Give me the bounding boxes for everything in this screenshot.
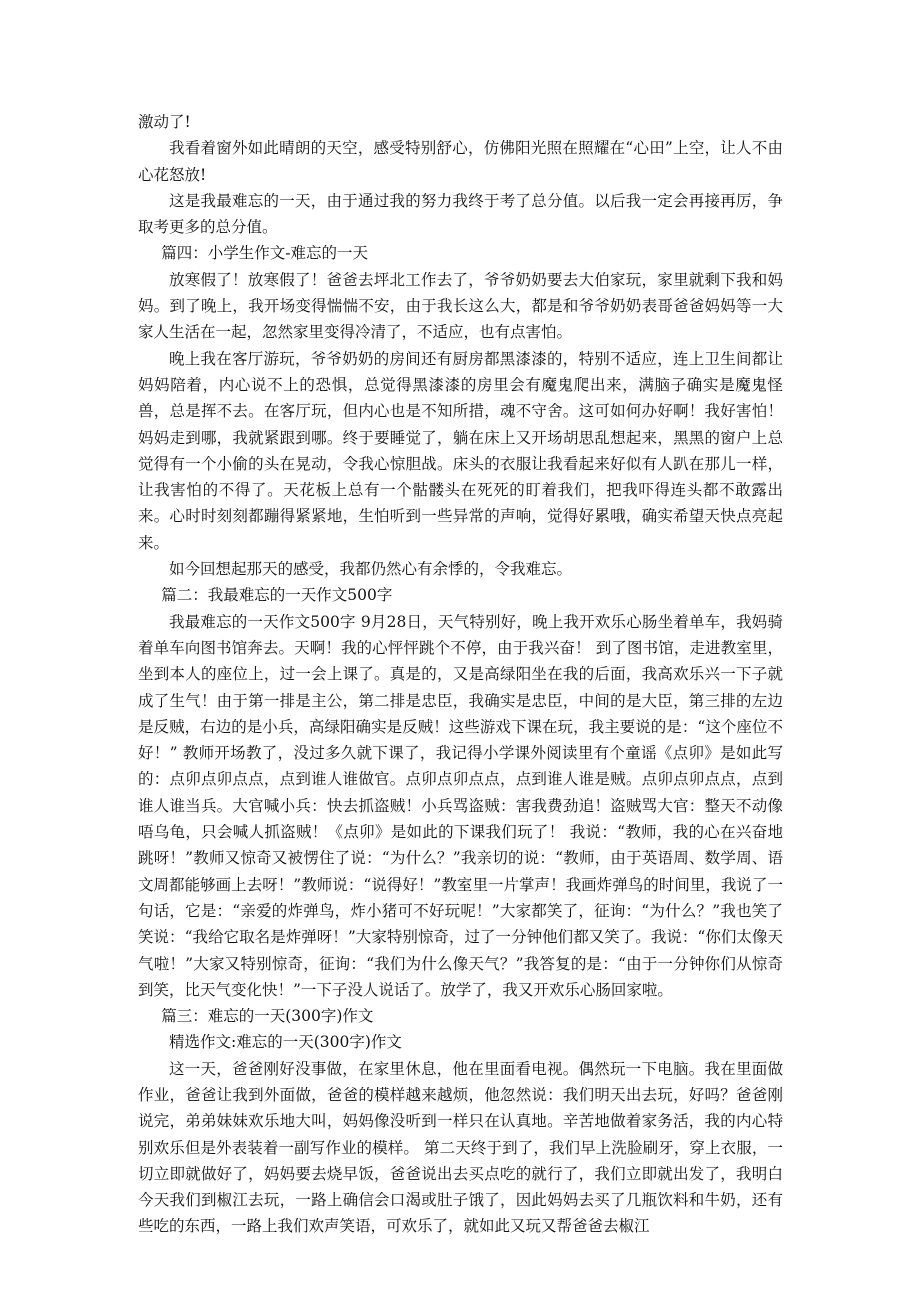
- document-page: [138, 109, 783, 1240]
- body-paragraph: 我看着窗外如此晴朗的天空，感受特别舒心，仿佛阳光照在照耀在“心田”上空，让人不由心花怒放!: [138, 139, 783, 184]
- body-paragraph: 激动了!: [138, 113, 191, 131]
- body-paragraph: 这是我最难忘的一天，由于通过我的努力我终于考了总分值。以后我一定会再接再厉，争取考更多的总分值。: [138, 191, 783, 237]
- section-heading: 篇二：我最难忘的一天作文500字: [161, 586, 393, 605]
- body-paragraph: 这一天，爸爸刚好没事做，在家里休息，他在里面看电视。偶然玩一下电脑。我在里面做作业，爸爸让我到外面做，爸爸的模样越来越烦，他忽然说：我们明天出去玩，好吗？爸爸刚说完，弟弟妹妹欢乐地大叫，妈妈像没听到一样只在认真地。辛苦地做着家务活，我的内心特别欢乐但是外表装着一副写作业的模样。 第二天终于到了，我们早上洗脸刷牙，穿上衣服，一切立即就做好了，妈妈要去烧早饭，爸爸说出去买点吃的就行了，我们立即就出发了，我明白今天我们到椒江去玩，一路上确信会口渴或肚子饿了，因此妈妈去买了几瓶饮料和牛奶，还有些吃的东西，一路上我们欢声笑语，可欢乐了，就如此又玩又帮爸爸去椒江: [138, 1059, 783, 1236]
- body-paragraph: 精选作文:难忘的一天(300字)作文: [169, 1033, 402, 1052]
- body-paragraph: 晚上我在客厅游玩，爷爷奶奶的房间还有厨房都黑漆漆的，特别不适应，连上卫生间都让妈妈陪着，内心说不上的恐惧，总觉得黑漆漆的房里会有魔鬼爬出来，满脑子确实是魔鬼怪兽，总是挥不去。在客厅玩，但内心也是不知所措，魂不守舍。这可如何办好啊！我好害怕！妈妈走到哪，我就紧跟到哪。终于要睡觉了，躺在床上又开场胡思乱想起来，黑黑的窗户上总觉得有一个小偷的头在晃动，令我心惊胆战。床头的衣服让我看起来好似有人趴在那儿一样，让我害怕的不得了。天花板上总有一个骷髅头在死死的盯着我们，把我吓得连头都不敢露出来。心时时刻刻都蹦得紧紧地，生怕听到一些异常的声响，觉得好累哦，确实希望天快点亮起来。: [138, 349, 783, 552]
- body-paragraph: 如今回想起那天的感受，我都仍然心有余悸的，令我难忘。: [169, 560, 573, 579]
- section-heading: 篇三：难忘的一天(300字)作文: [161, 1007, 374, 1026]
- body-paragraph: 我最难忘的一天作文500字 9月28日，天气特别好，晚上我开欢乐心肠坐着单车，我妈骑着单车向图书馆奔去。天啊！我的心怦怦跳个不停，由于我兴奋！ 到了图书馆，走进教室里，坐到本人的座位上，过一会上课了。真是的，又是高绿阳坐在我的后面，我高欢乐兴一下子就成了生气！由于第一排是主公，第二排是忠臣，我确实是忠臣，中间的是大臣，第三排的左边是反贼，右边的是小兵，高绿阳确实是反贼！这些游戏下课在玩，我主要说的是：“这个座位不好！” 教师开场教了，没过多久就下课了，我记得小学课外阅读里有个童谣《点卯》是如此写的：点卯点卯点点，点到谁人谁做官。点卯点卯点点，点到谁人谁是贼。点卯点卯点点，点到谁人谁当兵。大官喊小兵：快去抓盗贼！小兵骂盗贼：害我费劲追！盗贼骂大官：整天不动像唔乌龟，只会喊人抓盗贼！《点卯》是如此的下课我们玩了！ 我说：“教师，我的心在兴奋地跳呀！”教师又惊奇又被愣住了说：“为什么？”我亲切的说：“教师，由于英语周、数学周、语文周都能够画上去呀！”教师说：“说得好！”教室里一片掌声！我画炸弹鸟的时间里，我说了一句话，它是：“亲爱的炸弹鸟，炸小猪可不好玩呢！”大家都笑了，征询：“为什么？”我也笑了笑说：“我给它取名是炸弹呀！”大家特别惊奇，过了一分钟他们都又笑了。我说：“你们太像天气啦！”大家又特别惊奇，征询：“我们为什么像天气？”我答复的是：“由于一分钟你们从惊奇到笑，比天气变化快！”一下子没人说话了。放学了，我又开欢乐心肠回家啦。: [138, 612, 783, 999]
- section-heading: 篇四：小学生作文-难忘的一天: [161, 244, 368, 263]
- body-paragraph: 放寒假了！放寒假了！爸爸去坪北工作去了，爷爷奶奶要去大伯家玩，家里就剩下我和妈妈。到了晚上，我开场变得惴惴不安，由于我长这么大，都是和爷爷奶奶表哥爸爸妈妈等一大家人生活在一起，忽然家里变得冷清了，不适应，也有点害怕。: [138, 270, 783, 342]
